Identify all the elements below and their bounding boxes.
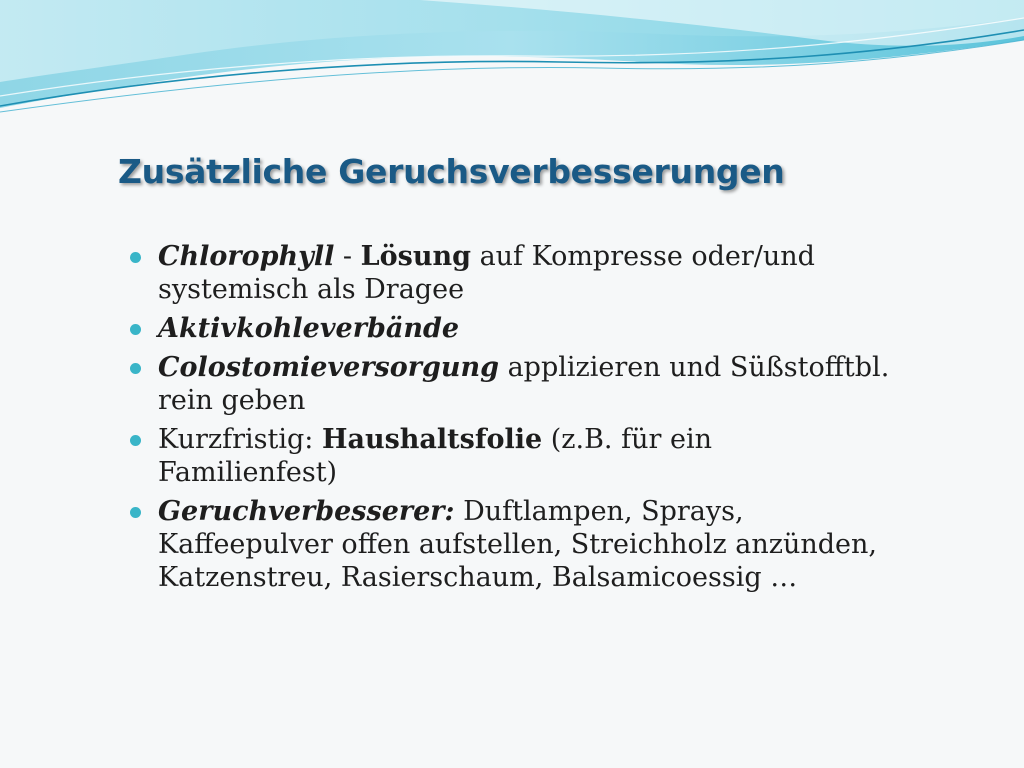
slide-title: Zusätzliche Geruchsverbesserungen <box>118 152 785 191</box>
bullet-text-segment: Aktivkohleverbände <box>158 313 460 344</box>
bullet-text-segment: Kurzfristig: <box>158 424 322 455</box>
bullet-text-segment: Haushaltsfolie <box>321 424 543 455</box>
header-wave-decoration <box>0 0 1024 130</box>
bullet-item <box>130 423 890 489</box>
bullet-text-segment: Chlorophyll <box>158 241 335 272</box>
bullet-dot-icon <box>130 324 141 335</box>
bullet-item <box>130 495 890 594</box>
bullet-text-segment: Geruchverbesserer: <box>158 496 455 527</box>
bullet-dot-icon <box>130 252 141 263</box>
bullet-text-segment: Duftlampen, Sprays, Kaffeepulver offen aufstellen, Streichholz anzünden, Katzenstreu, Rasierschaum, Balsamicoessig … <box>158 496 877 593</box>
bullet-item <box>130 240 890 306</box>
bullet-dot-icon <box>130 507 141 518</box>
bullet-dot-icon <box>130 363 141 374</box>
bullet-item <box>130 312 890 345</box>
bullet-text-segment: Lösung <box>360 241 471 272</box>
bullet-text-segment: Colostomieversorgung <box>158 352 499 383</box>
bullet-dot-icon <box>130 435 141 446</box>
bullet-item <box>130 351 890 417</box>
bullet-text-segment: (z.B. für ein Familienfest) <box>158 424 712 488</box>
bullet-text-segment: applizieren und Süßstofftbl. rein geben <box>158 352 890 416</box>
bullet-text-segment: - <box>334 241 361 272</box>
bullet-list <box>130 240 890 600</box>
bullet-text-segment: auf Kompresse oder/und systemisch als Dragee <box>158 241 815 305</box>
